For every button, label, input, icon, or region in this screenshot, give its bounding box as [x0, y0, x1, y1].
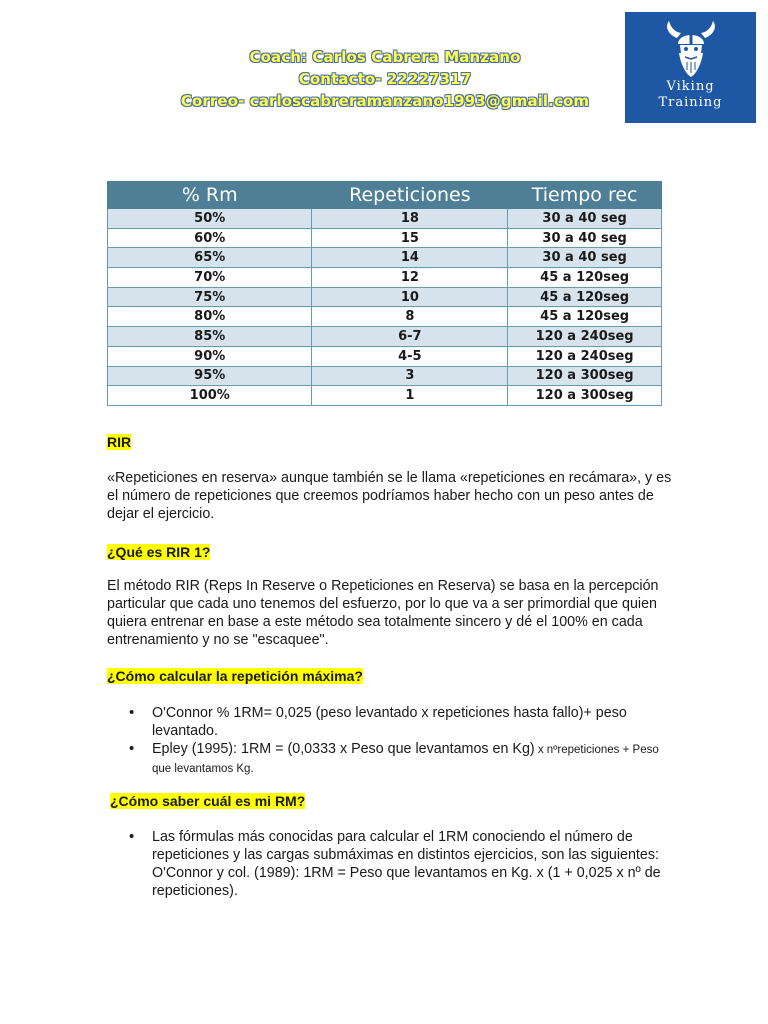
- list-item: [107, 740, 667, 778]
- list-item: [107, 828, 667, 900]
- list-item: [107, 704, 667, 740]
- cell-rm: 85%: [108, 327, 312, 347]
- cell-rest: 45 a 120seg: [508, 268, 662, 288]
- cell-rm: 90%: [108, 346, 312, 366]
- coach-email: Correo- carloscabreramanzano1993@gmail.com: [180, 92, 590, 110]
- rir-heading-block: [107, 433, 667, 451]
- rm-heading: ¿Cómo saber cuál es mi RM?: [110, 793, 306, 809]
- coach-contact: Contacto- 22227317: [298, 70, 472, 88]
- oconnor-formula: O'Connor % 1RM= 0,025 (peso levantado x repeticiones hasta fallo)+ peso levantado.: [152, 705, 627, 739]
- col-header-rest: Tiempo rec: [508, 182, 662, 209]
- cell-reps: 14: [312, 248, 508, 268]
- calc-list: [107, 704, 667, 778]
- table-header-row: [108, 182, 662, 209]
- cell-rest: 30 a 40 seg: [508, 228, 662, 248]
- table-row: [108, 228, 662, 248]
- cell-reps: 8: [312, 307, 508, 327]
- table-row: [108, 346, 662, 366]
- cell-reps: 6-7: [312, 327, 508, 347]
- cell-rm: 95%: [108, 366, 312, 386]
- cell-rm: 75%: [108, 287, 312, 307]
- viking-training-logo: [625, 12, 756, 123]
- cell-reps: 12: [312, 268, 508, 288]
- coach-name: Coach: Carlos Cabrera Manzano: [249, 48, 521, 66]
- cell-rm: 50%: [108, 209, 312, 229]
- rm-list: [107, 828, 667, 900]
- rir1-paragraph: El método RIR (Reps In Reserve o Repeticiones en Reserva) se basa en la percepción particular que cada uno tenemos del esfuerzo, por lo que va a ser primordial que quien quiera entrenar en base a este método sea totalmente sincero y dé el 100% en cada entrenamiento y no se "escaquee".: [107, 578, 659, 648]
- cell-reps: 18: [312, 209, 508, 229]
- logo-text-line1: Viking: [666, 79, 715, 94]
- col-header-reps: Repeticiones: [312, 182, 508, 209]
- table-row: [108, 307, 662, 327]
- table-row: [108, 287, 662, 307]
- table-row: [108, 386, 662, 406]
- table-row: [108, 268, 662, 288]
- rir1-heading: ¿Qué es RIR 1?: [107, 544, 211, 560]
- logo-text-line2: Training: [658, 95, 723, 110]
- rm-formula-text: Las fórmulas más conocidas para calcular el 1RM conociendo el número de repeticiones y las cargas submáximas en distintos ejercicios, son las siguientes: O'Connor y col. (1989): 1RM = Peso que levantamos en Kg. x (1 + 0,025 x nº de repeticiones).: [152, 829, 661, 899]
- viking-head-icon: [661, 20, 721, 78]
- rir1-heading-block: [107, 543, 667, 561]
- cell-rest: 45 a 120seg: [508, 307, 662, 327]
- rm-heading-block: [110, 792, 670, 810]
- cell-rest: 120 a 300seg: [508, 386, 662, 406]
- table-row: [108, 366, 662, 386]
- cell-reps: 10: [312, 287, 508, 307]
- calc-heading-block: [107, 667, 667, 685]
- cell-reps: 4-5: [312, 346, 508, 366]
- cell-rest: 120 a 240seg: [508, 346, 662, 366]
- cell-reps: 3: [312, 366, 508, 386]
- rir-paragraph: «Repeticiones en reserva» aunque también se le llama «repeticiones en recámara», y es el número de repeticiones que creemos podríamos haber hecho con un peso antes de dejar el ejercicio.: [107, 470, 672, 522]
- cell-rest: 30 a 40 seg: [508, 209, 662, 229]
- table-row: [108, 248, 662, 268]
- table-row: [108, 327, 662, 347]
- epley-formula: Epley (1995): 1RM = (0,0333 x Peso que levantamos en Kg): [152, 741, 535, 757]
- cell-reps: 15: [312, 228, 508, 248]
- epley-formula-suffix: x nºrepeticiones + Peso que levantamos Kg.: [152, 744, 659, 775]
- cell-rest: 30 a 40 seg: [508, 248, 662, 268]
- rir-heading: RIR: [107, 434, 132, 450]
- cell-rest: 45 a 120seg: [508, 287, 662, 307]
- rm-table: [107, 181, 662, 406]
- cell-rm: 80%: [108, 307, 312, 327]
- cell-rest: 120 a 300seg: [508, 366, 662, 386]
- cell-rm: 60%: [108, 228, 312, 248]
- cell-rm: 70%: [108, 268, 312, 288]
- cell-reps: 1: [312, 386, 508, 406]
- cell-rest: 120 a 240seg: [508, 327, 662, 347]
- calc-heading: ¿Cómo calcular la repetición máxima?: [107, 668, 363, 684]
- coach-header: [150, 46, 620, 112]
- cell-rm: 100%: [108, 386, 312, 406]
- cell-rm: 65%: [108, 248, 312, 268]
- col-header-rm: % Rm: [108, 182, 312, 209]
- table-row: [108, 209, 662, 229]
